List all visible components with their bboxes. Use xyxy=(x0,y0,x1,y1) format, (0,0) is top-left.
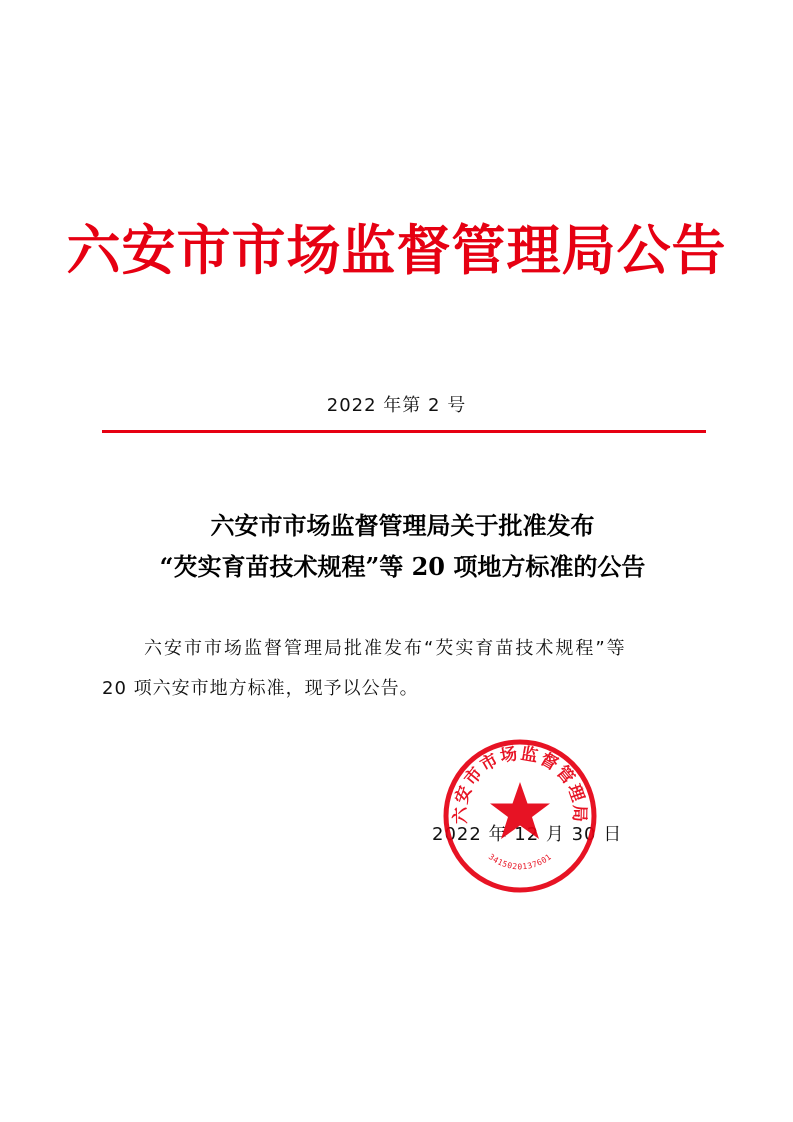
star-icon xyxy=(490,782,550,839)
seal-code: 3415020137601 xyxy=(486,852,554,872)
notice-body-line-2: 20 项六安市地方标准，现予以公告。 xyxy=(102,678,419,699)
notice-title-line-1: 六安市市场监督管理局关于批准发布 xyxy=(210,511,595,540)
document-header-title: 六安市市场监督管理局公告 xyxy=(66,218,727,282)
notice-body-line-1: 六安市市场监督管理局批准发布“芡实育苗技术规程”等 xyxy=(144,638,627,659)
notice-title-line-2: “芡实育苗技术规程”等 20 项地方标准的公告 xyxy=(159,552,646,581)
official-seal-stamp xyxy=(440,736,600,896)
svg-text:3415020137601 xyxy=(487,852,553,871)
seal-text: 六安市市场监督管理局 xyxy=(450,743,590,825)
notice-date: 2022 年 12 月 30 日 xyxy=(432,824,623,845)
document-number: 2022 年第 2 号 xyxy=(326,395,467,416)
red-divider-line xyxy=(102,430,706,433)
